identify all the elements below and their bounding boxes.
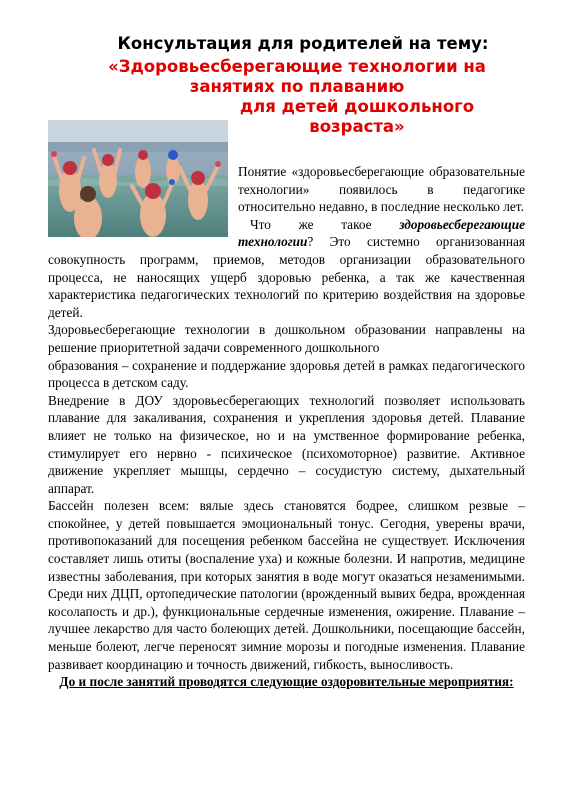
photo-spacer [48, 163, 238, 248]
subtitle-line: «Здоровьесберегающие технологии на [108, 57, 486, 76]
paragraph: Бассейн полезен всем: вялые здесь становятся бодрее, слишком резвые – спокойнее, у детей повышается эмоциональный тонус. Сегодня, уверены врачи, противопоказаний для посещения ребенком бассейна не существует. Исключения составляет лишь отиты (воспаление уха) и кожные болезни. И напротив, медицине известны заболевания, при которых занятия в воде могут оказаться незаменимыми. Среди них ДЦП, ортопедические патологии (врожденный вывих бедра, врожденная косолапость и др.), функциональные сердечные изменения, ожирение. Плавание – лучшее лекарство для часто болеющих детей. Дошкольники, посещающие бассейн, меньше болеют, легче переносят зимние морозы и погодные изменения. Плавание развивает координацию и точность движений, гибкость, выносливость. [48, 498, 525, 672]
emphasis: здоровьесберегающие технологии [238, 216, 525, 250]
paragraph: Внедрение в ДОУ здоровьесберегающих технологий позволяет использовать плавание для закаливания, сохранения и укрепления здоровья детей. Плавание влияет не только на физическое, но и на умственное формирование ребенка, стимулирует его нервно - психическое (психомоторное) развитие. Активное движение укрепляет мышцы, сердечно – сосудистую систему, дыхательный аппарат. [48, 392, 525, 496]
article-body [48, 163, 525, 691]
subtitle-line: занятиях по плаванию [189, 77, 405, 96]
subtitle-line: возраста» [309, 117, 405, 136]
page-title: Консультация для родителей на тему: [117, 34, 489, 53]
paragraph: Понятие «здоровьесберегающие образовательные технологии» появилось в педагогике относительно недавно, в последние несколько лет. [238, 164, 525, 215]
section-heading: До и после занятий проводятся следующие оздоровительные мероприятия: [59, 674, 514, 690]
paragraph: Здоровьесберегающие технологии в дошкольном образовании направлены на решение приоритетной задачи современного дошкольного [48, 322, 525, 355]
paragraph: образования – сохранение и поддержание здоровья детей в рамках педагогического процесса в детском саду. [48, 357, 525, 391]
subtitle-line: для детей дошкольного [239, 97, 475, 116]
text: ? Это системно организованная совокупность программ, приемов, методов организации образовательного процесса, не наносящих ущерб здоровью ребенка, а так же качественная характеристика педагогических технологий по критерию воздействия на здоровье детей. [48, 234, 525, 320]
text: Что же такое [250, 216, 400, 232]
